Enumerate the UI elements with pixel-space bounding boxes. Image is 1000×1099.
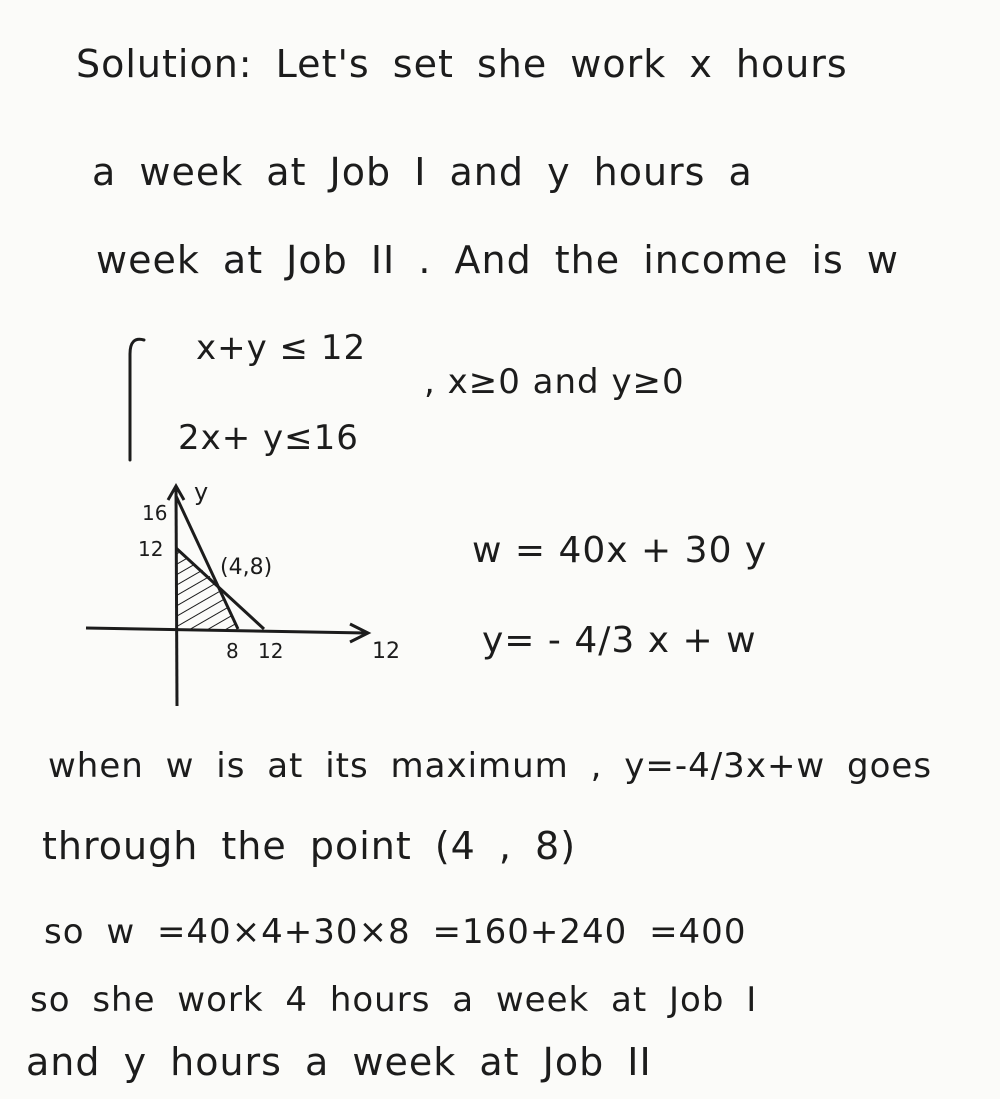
solution-line-1: Solution: Let's set she work x hours bbox=[76, 42, 848, 86]
y-tick-16: 16 bbox=[142, 501, 168, 525]
conclusion-line-4: so she work 4 hours a week at Job I bbox=[30, 980, 758, 1020]
solution-line-2: a week at Job I and y hours a bbox=[92, 150, 753, 194]
conclusion-line-5: and y hours a week at Job II bbox=[26, 1040, 652, 1084]
conclusion-line-3: so w =40×4+30×8 =160+240 =400 bbox=[44, 912, 747, 952]
conclusion-line-1: when w is at its maximum , y=-4/3x+w goes bbox=[48, 746, 933, 786]
x-tick-8: 8 bbox=[226, 639, 239, 663]
x-axis-end-label: 12 bbox=[372, 639, 400, 664]
constraint-2: 2x+ y≤16 bbox=[178, 418, 359, 458]
corner-point-label: (4,8) bbox=[220, 555, 273, 580]
feasible-region-graph bbox=[80, 474, 410, 714]
x-tick-12: 12 bbox=[258, 639, 284, 663]
y-axis-label: y bbox=[194, 478, 209, 506]
income-equation: w = 40x + 30 y bbox=[472, 530, 768, 571]
system-brace bbox=[118, 332, 148, 468]
nonnegativity-condition: , x≥0 and y≥0 bbox=[424, 362, 685, 402]
conclusion-line-2: through the point (4 , 8) bbox=[42, 824, 577, 868]
constraint-1: x+y ≤ 12 bbox=[196, 328, 367, 368]
solution-line-3: week at Job II . And the income is w bbox=[96, 238, 899, 282]
y-tick-12: 12 bbox=[138, 537, 164, 561]
slope-form-equation: y= - 4/3 x + w bbox=[482, 620, 757, 661]
